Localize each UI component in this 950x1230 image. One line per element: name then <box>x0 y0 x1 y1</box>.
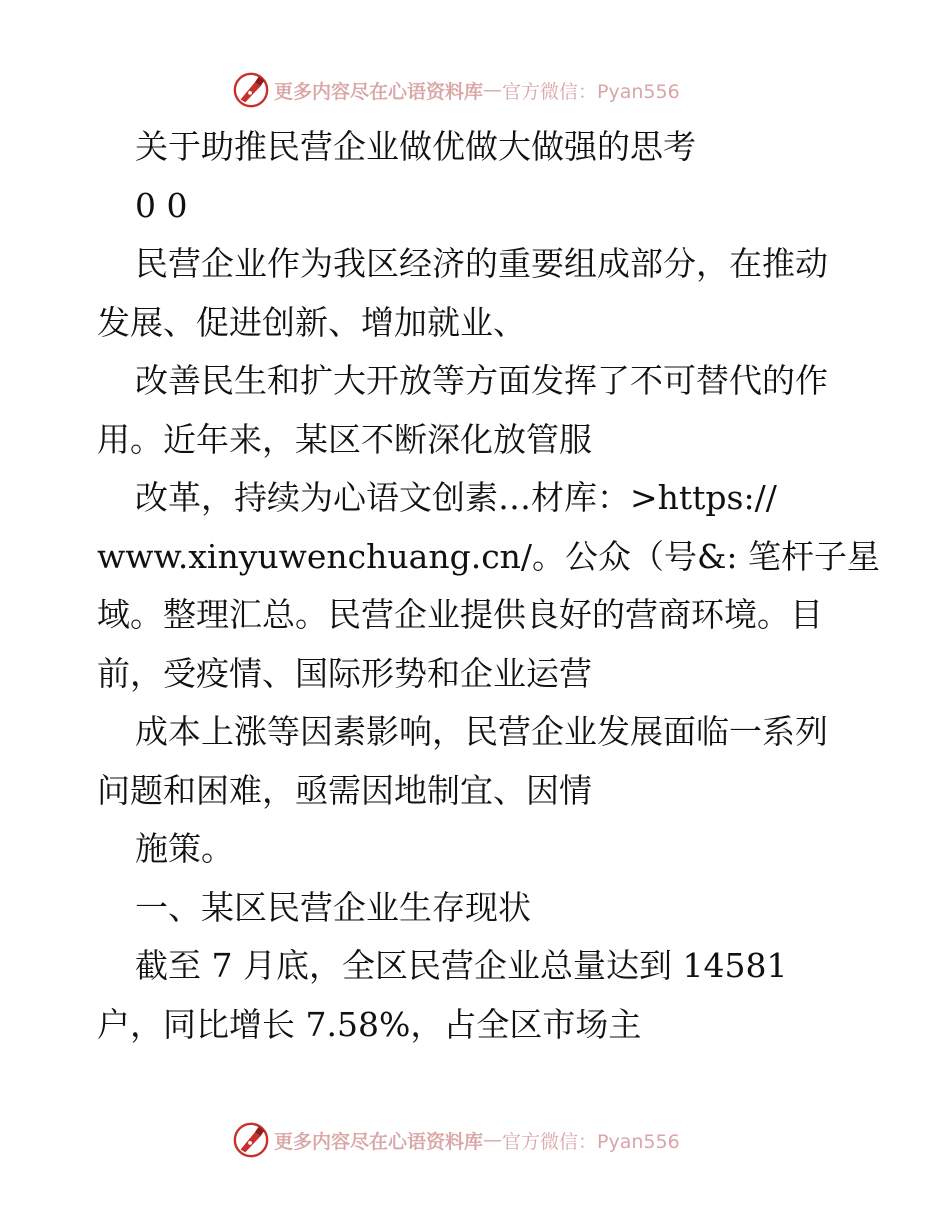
pen-nib-logo-icon <box>232 1121 270 1159</box>
banner-note-text: 官方微信：Pyan556 <box>502 80 680 103</box>
banner-main-text: 更多内容尽在心语资料库 <box>274 1130 484 1153</box>
text-line: 前，受疫情、国际形势和企业运营 <box>97 654 592 693</box>
banner-note-text: 官方微信：Pyan556 <box>502 1130 680 1153</box>
text-line: www.xinyuwenchuang.cn/。公众（号&: 笔杆子星 <box>97 537 881 576</box>
text-line: 问题和困难，亟需因地制宜、因情 <box>97 771 592 810</box>
text-line: 用。近年来，某区不断深化放管服 <box>97 420 592 459</box>
banner-separator: — <box>483 79 503 101</box>
text-line: 成本上涨等因素影响，民营企业发展面临一系列 <box>135 712 828 751</box>
text-line: 民营企业作为我区经济的重要组成部分，在推动 <box>135 244 828 283</box>
banner-main-text: 更多内容尽在心语资料库 <box>274 80 484 103</box>
banner-separator: — <box>483 1129 503 1151</box>
header-banner <box>0 68 950 112</box>
banner-content <box>232 68 680 112</box>
document-title: 关于助推民营企业做优做大做强的思考 <box>135 127 696 166</box>
text-line: 改善民生和扩大开放等方面发挥了不可替代的作 <box>135 361 828 400</box>
text-line: 0 0 <box>135 186 188 225</box>
banner-content <box>232 1118 680 1162</box>
footer-banner <box>0 1118 950 1162</box>
text-line: 施策。 <box>135 829 234 868</box>
text-line: 域。整理汇总。民营企业提供良好的营商环境。目 <box>97 595 823 634</box>
text-line: 改革，持续为心语文创素…材库：>https:// <box>135 478 777 517</box>
pen-nib-logo-icon <box>232 71 270 109</box>
text-line: 截至 7 月底，全区民营企业总量达到 14581 <box>135 946 788 985</box>
text-line: 发展、促进创新、增加就业、 <box>97 303 526 342</box>
text-line: 户，同比增长 7.58%，占全区市场主 <box>97 1005 642 1044</box>
section-heading: 一、某区民营企业生存现状 <box>135 888 531 927</box>
